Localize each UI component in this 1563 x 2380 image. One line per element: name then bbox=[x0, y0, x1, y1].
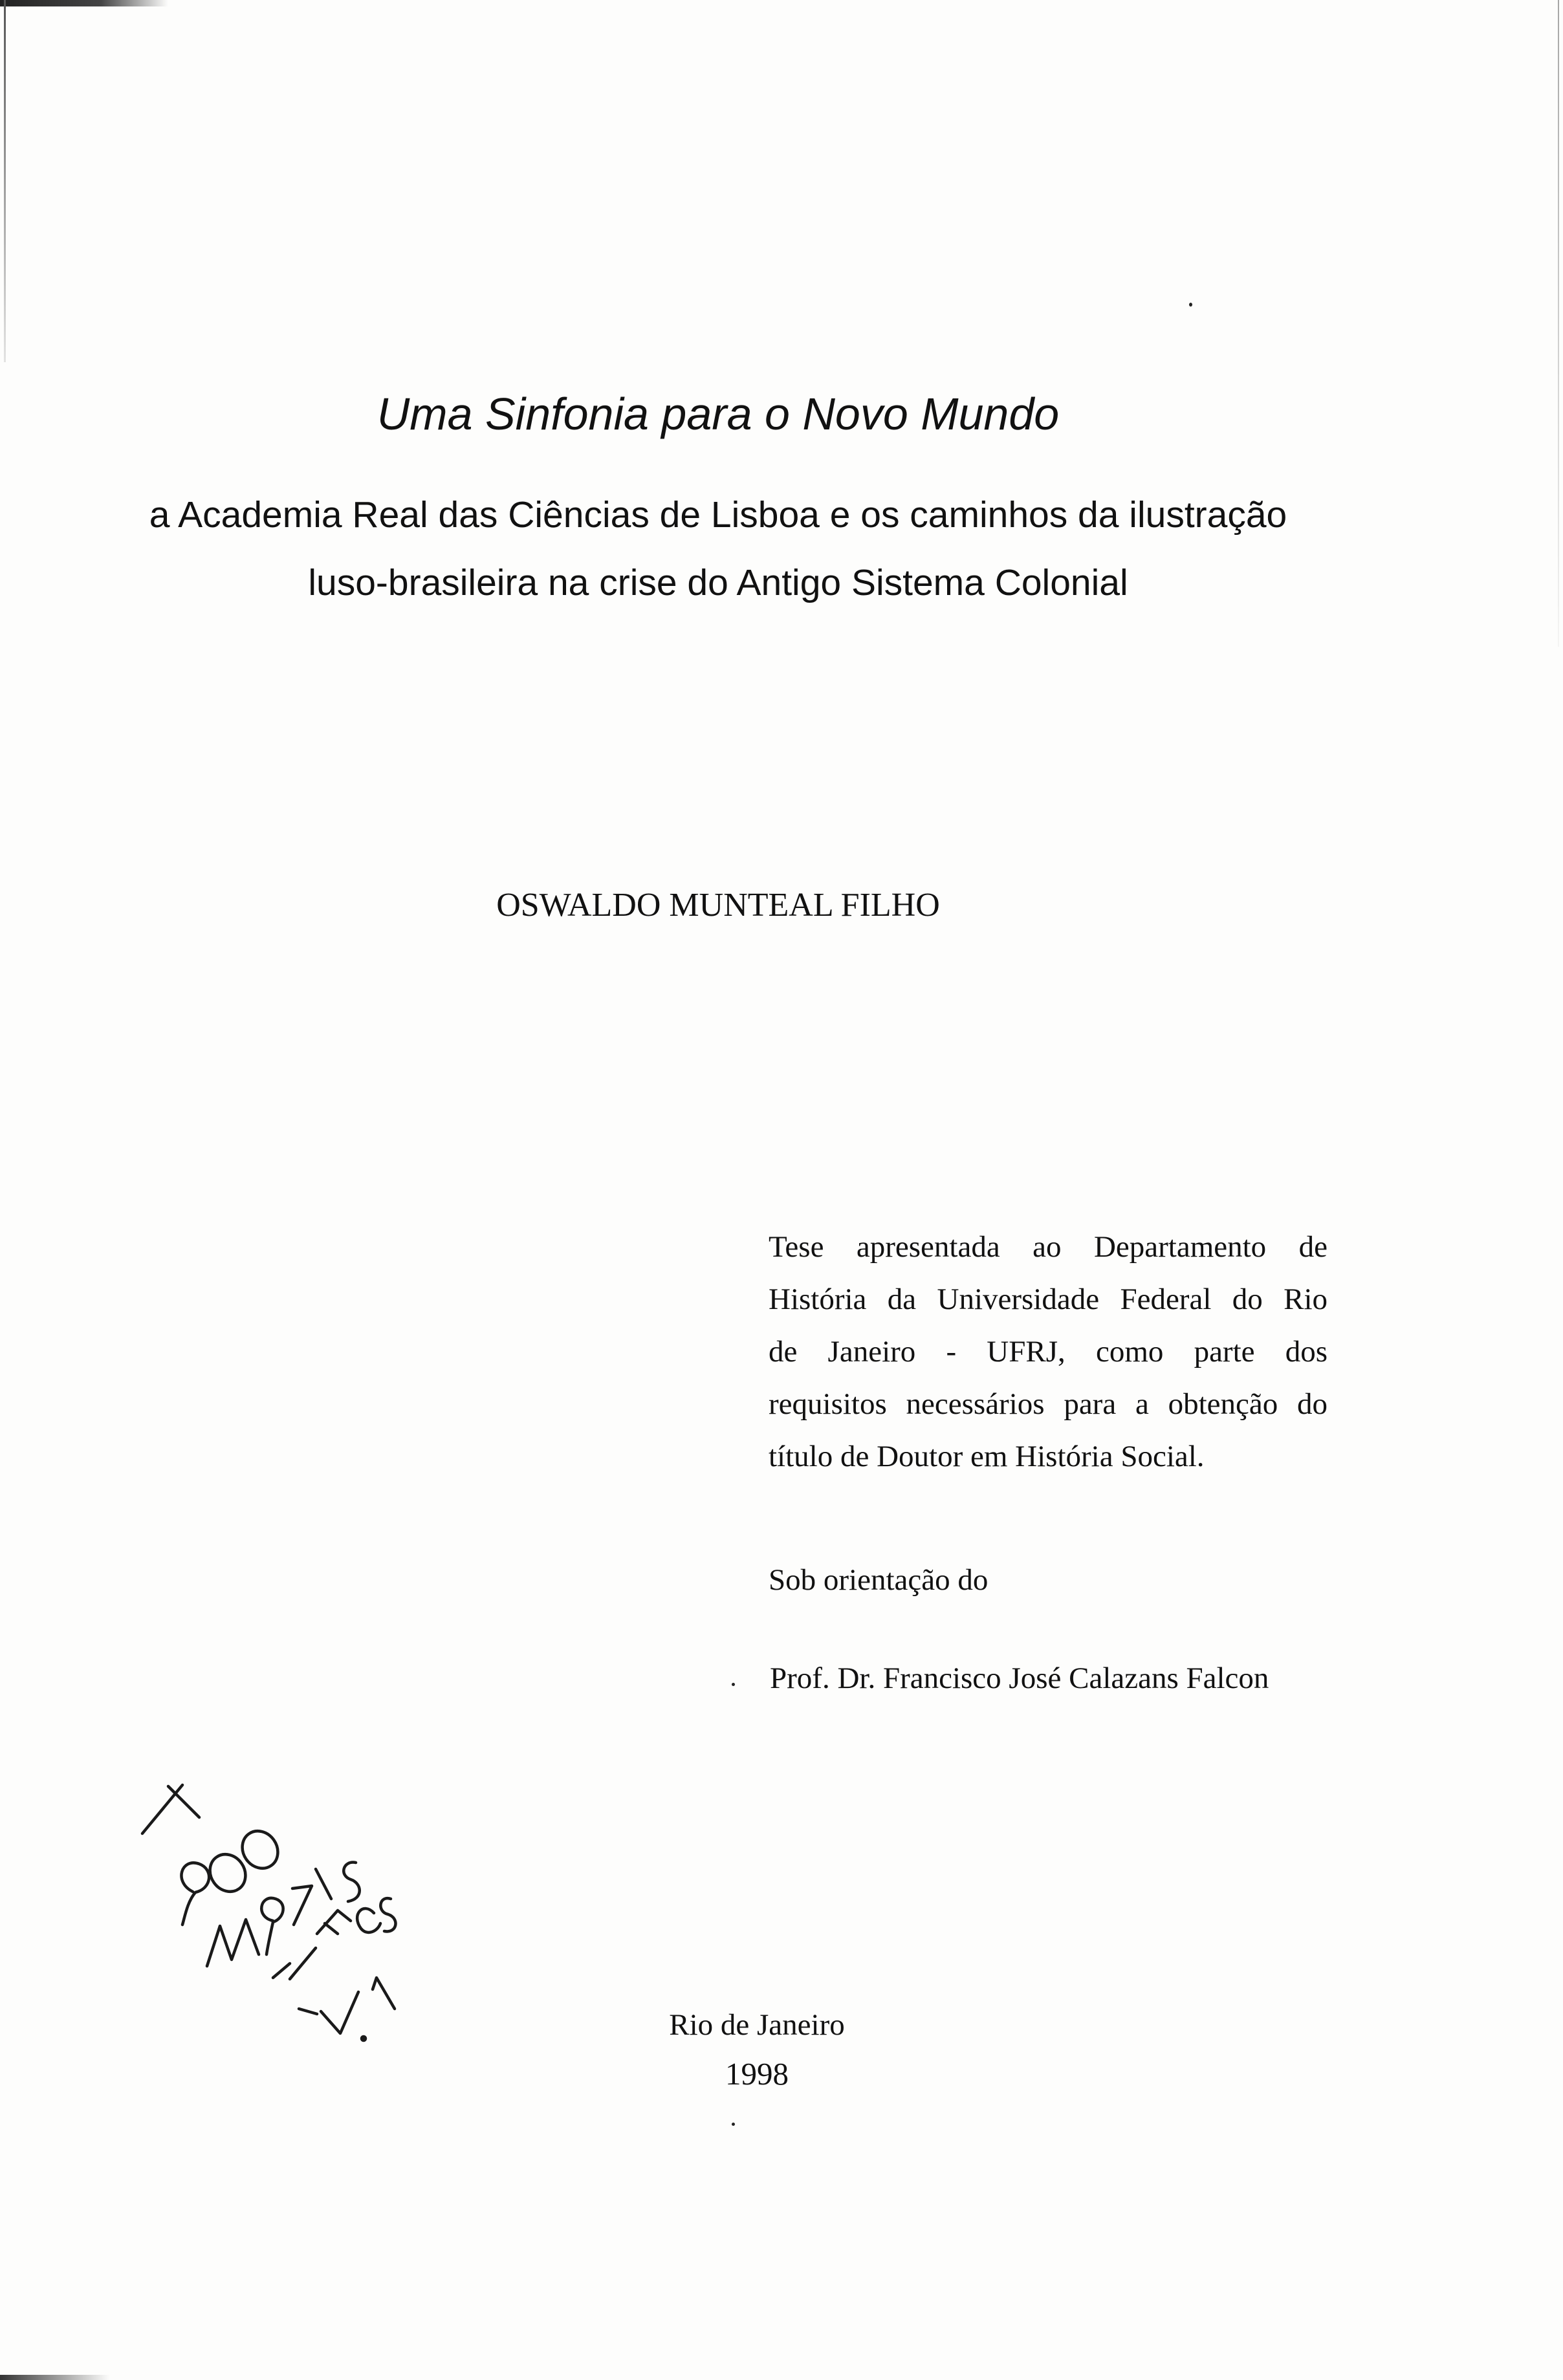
ink-speck bbox=[732, 1683, 735, 1686]
orientation-label: Sob orientação do bbox=[769, 1563, 989, 1597]
year: 1998 bbox=[725, 2056, 789, 2092]
scan-edge-left bbox=[4, 0, 6, 362]
description-line: de Janeiro - UFRJ, como parte dos bbox=[769, 1335, 1328, 1368]
document-title: Uma Sinfonia para o Novo Mundo bbox=[377, 389, 1060, 439]
subtitle-line-2: luso-brasileira na crise do Antigo Sistema Colonial bbox=[308, 562, 1128, 603]
scan-edge-right bbox=[1558, 0, 1559, 647]
ink-speck bbox=[732, 2123, 735, 2126]
thesis-description bbox=[769, 1221, 1328, 1483]
advisor-name: Prof. Dr. Francisco José Calazans Falcon bbox=[770, 1661, 1269, 1695]
subtitle-line-1: a Academia Real das Ciências de Lisboa e os caminhos da ilustração bbox=[149, 494, 1287, 536]
description-line: título de Doutor em História Social. bbox=[769, 1440, 1205, 1473]
scan-edge-bottom bbox=[0, 2375, 110, 2380]
description-line: requisitos necessários para a obtenção do bbox=[769, 1387, 1328, 1421]
author-name: OSWALDO MUNTEAL FILHO bbox=[496, 887, 940, 924]
description-line: Tese apresentada ao Departamento de bbox=[769, 1230, 1328, 1264]
city: Rio de Janeiro bbox=[669, 2008, 845, 2042]
scan-edge-top bbox=[0, 0, 168, 6]
ink-speck bbox=[1189, 303, 1192, 307]
description-line: História da Universidade Federal do Rio bbox=[769, 1282, 1328, 1316]
